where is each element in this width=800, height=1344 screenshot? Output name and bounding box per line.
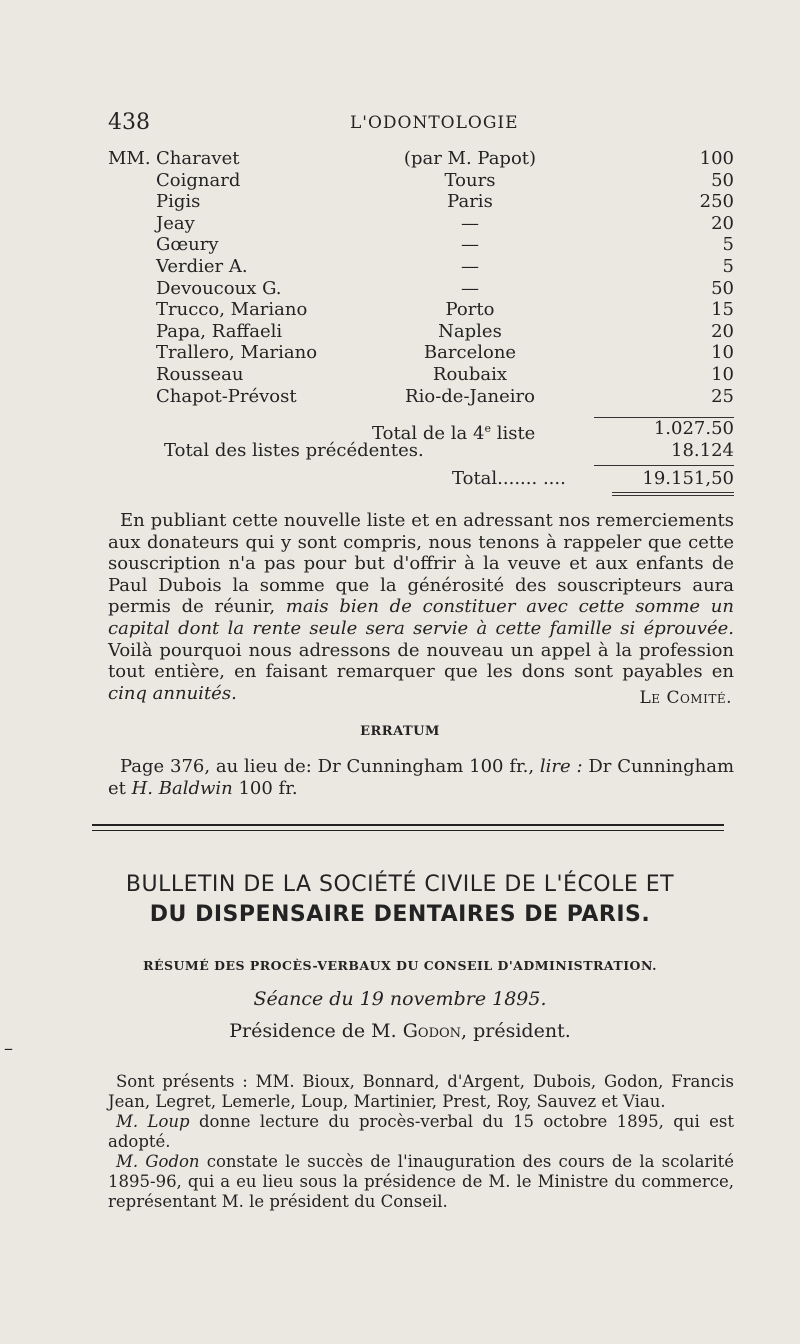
donor-name: Chapot-Prévost (156, 385, 297, 407)
donor-place: Porto (445, 299, 495, 321)
seance-date: Séance du 19 novembre 1895. (253, 988, 547, 1010)
inauguration-name: M. Godon (116, 1152, 200, 1171)
donor-place: Roubaix (432, 364, 508, 385)
donor-place: Tours (444, 169, 496, 191)
section-divider (92, 824, 724, 831)
donor-name: Verdier A. (156, 256, 248, 277)
donor-row (0, 386, 800, 408)
donor-place: (par M. Papot) (403, 148, 537, 169)
donor-name: Gœury (156, 234, 219, 256)
donor-amount: 10 (711, 364, 734, 385)
donor-name: Rousseau (156, 364, 244, 385)
donor-place: — (461, 277, 479, 299)
resume-heading: RÉSUMÉ DES PROCÈS-VERBAUX DU CONSEIL D'ADMINISTRATION. (143, 958, 657, 973)
donor-row (0, 234, 800, 256)
donor-row (0, 170, 800, 192)
donor-place: — (461, 212, 479, 234)
total-4-value: 1.027.50 (653, 418, 734, 439)
donor-place: — (461, 256, 479, 277)
signature: Le Comité. (639, 688, 732, 708)
donor-amount: 250 (699, 191, 734, 213)
donor-amount: 100 (699, 148, 734, 169)
donor-name: Devoucoux G. (156, 277, 282, 299)
donor-row (0, 278, 800, 300)
erratum-text-3: 100 fr. (232, 778, 298, 799)
minutes-paragraph (108, 1112, 734, 1152)
donor-place: Rio-de-Janeiro (405, 385, 535, 407)
donor-place: Barcelone (423, 342, 517, 364)
minutes-name: M. Loup (116, 1112, 190, 1131)
donor-name: Papa, Raffaeli (156, 320, 283, 342)
total-4-label: Total de la 4e liste (372, 422, 536, 444)
total-prev-value: 18.124 (671, 440, 734, 461)
running-title: L'ODONTOLOGIE (350, 113, 519, 133)
present-members: Sont présents : MM. Bioux, Bonnard, d'Argent, Dubois, Godon, Francis Jean, Legret, Lemerle, Loup, Martinier, Prest, Roy, Sauvez et Viau. (108, 1072, 734, 1111)
inauguration-text: constate le succès de l'inauguration des cours de la scolarité 1895-96, qui a eu lieu sous la présidence de M. le Ministre du commerce, représentant M. le président du Conseil. (108, 1152, 734, 1211)
page-number: 438 (108, 110, 150, 135)
erratum-name: H. Baldwin (131, 778, 233, 799)
appeal-italic-1: mais bien de constituer avec cette somme un capital dont la rente seule sera servie à cette famille si éprouvée. (108, 596, 734, 639)
donor-row (0, 191, 800, 213)
appeal-italic-2: cinq annuités. (108, 682, 237, 704)
donor-name: Trucco, Mariano (156, 299, 308, 321)
bulletin-title-2: DU DISPENSAIRE DENTAIRES DE PARIS. (149, 902, 651, 927)
total-prev-label: Total des listes précédentes. (164, 440, 424, 461)
donor-place: Naples (438, 320, 502, 342)
donor-amount: 50 (711, 169, 734, 191)
presidence-role: , président. (461, 1020, 571, 1042)
donor-amount: 10 (711, 342, 734, 364)
donor-row (0, 148, 800, 170)
presidence-text: Présidence de M. (229, 1020, 403, 1042)
donor-place: Paris (447, 191, 493, 213)
donor-row (0, 299, 800, 321)
donor-amount: 20 (711, 320, 734, 342)
erratum-heading: ERRATUM (360, 724, 440, 739)
donor-amount: 50 (711, 277, 734, 299)
donor-name: Charavet (156, 148, 240, 169)
appeal-paragraph (108, 510, 734, 704)
total-label: Total....... .... (452, 468, 566, 489)
donor-amount: 20 (711, 212, 734, 234)
total-rule (594, 465, 734, 466)
donor-name: Trallero, Mariano (156, 342, 318, 364)
donor-row (0, 342, 800, 364)
donor-row (0, 213, 800, 235)
bulletin-title-1: BULLETIN DE LA SOCIÉTÉ CIVILE DE L'ÉCOLE ET (125, 872, 675, 897)
total-double-rule-1 (612, 492, 734, 493)
presidence-name: Godon (402, 1020, 462, 1042)
donor-name: Pigis (156, 191, 201, 213)
margin-mark: – (4, 1038, 13, 1059)
erratum-text (108, 756, 734, 800)
donor-row (0, 256, 800, 278)
inauguration-paragraph (108, 1152, 734, 1212)
donor-place: — (461, 234, 479, 256)
minutes-text: donne lecture du procès-verbal du 15 octobre 1895, qui est adopté. (108, 1112, 734, 1151)
appeal-text-1: En publiant cette nouvelle liste et en adressant nos remerciements aux donateurs qui y sont compris, nous tenons à rappeler que cette souscription n'a pas pour but d'offrir à la veuve et aux enfants de Paul Dubois la somme que la générosité des souscripteurs aura permis de réunir, (108, 510, 734, 618)
donor-name: Jeay (156, 212, 195, 234)
total-double-rule-2 (612, 495, 734, 496)
appeal-text-2: Voilà pourquoi nous adressons de nouveau un appel à la profession tout entière, en faisant remarquer que les dons sont payables en (108, 639, 734, 683)
donor-prefix: MM. (108, 148, 151, 169)
donor-row (0, 364, 800, 386)
donor-amount: 25 (711, 385, 734, 407)
donor-amount: 5 (722, 234, 734, 256)
donor-amount: 5 (722, 256, 734, 277)
erratum-text-2: Dr Cunningham et (108, 756, 735, 799)
donor-amount: 15 (711, 299, 734, 321)
presidence (0, 1020, 800, 1042)
erratum-text-1: Page 376, au lieu de: Dr Cunningham 100 fr., (120, 756, 540, 777)
donor-row (0, 321, 800, 343)
donor-name: Coignard (156, 169, 241, 191)
erratum-lire: lire : (539, 756, 583, 777)
total-value: 19.151,50 (642, 468, 734, 489)
